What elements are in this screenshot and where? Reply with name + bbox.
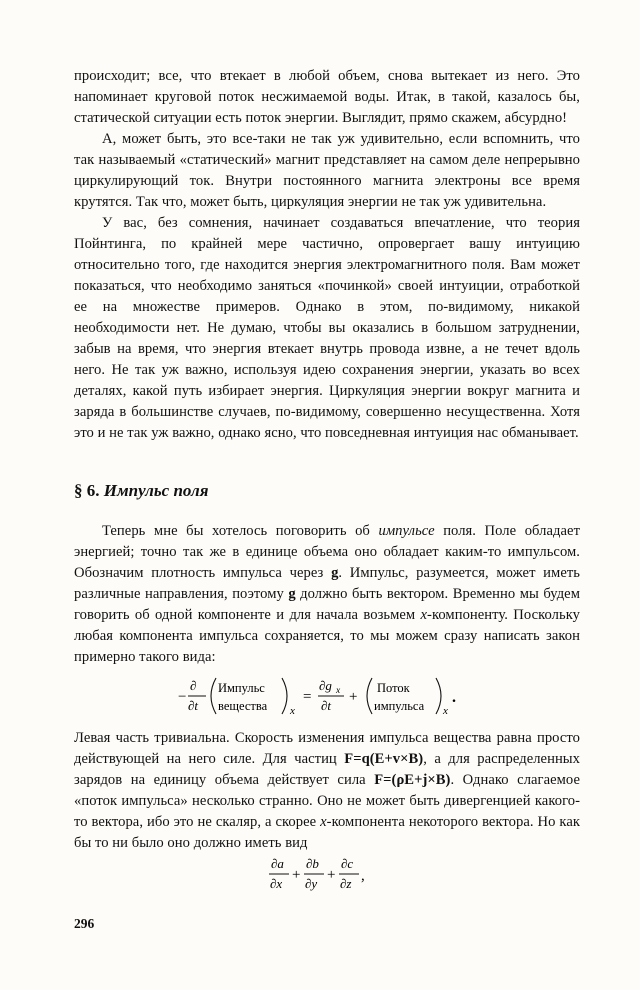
p5-text-d: -компонента некоторого вектора. Но как бы то ни было оно должно иметь вид bbox=[74, 814, 580, 851]
paragraph-4 bbox=[74, 521, 580, 668]
p4-text-e: -компоненту. Поскольку любая компонента импульса сохраняется, то мы можем сразу написать закон примерно такого вида: bbox=[74, 607, 581, 665]
p4-text-c: . Импульс, разумеется, может иметь различные направления, поэтому bbox=[74, 565, 580, 602]
p4-emphasis: импульсе bbox=[378, 523, 435, 539]
paragraph-1: происходит; все, что втекает в любой объем, снова вытекает из него. Это напоминает круговой поток несжимаемой воды. Итак, в такой, казалось бы, статической ситуации есть поток энергии. Выглядит, прямо скажем, абсурдно! bbox=[74, 68, 580, 126]
eq1-dot: . bbox=[452, 689, 456, 706]
p5-text-a: Левая часть тривиальна. Скорость изменения импульса вещества равна просто действующей на него силе. Для частиц bbox=[74, 730, 580, 767]
paragraph-2: А, может быть, это все-таки не так уж удивительно, если вспомнить, что так называемый «статический» магнит представляет на самом деле непрерывно циркулирующий ток. Внутри постоянного магнита электроны все время крутятся. Так что, может быть, циркуляция энергии не так уж удивительна. bbox=[74, 131, 580, 210]
p5-text-b: , а для распределенных зарядов на единицу объема действует сила bbox=[74, 751, 581, 788]
p4-text-d: должно быть вектором. Временно мы будем говорить об одной компоненте и для начала возьмем bbox=[74, 586, 580, 623]
eq1-paren2-line1: Поток bbox=[377, 681, 410, 695]
eq1-d-top: ∂ bbox=[190, 678, 197, 693]
eq1-paren-close-1 bbox=[282, 678, 287, 714]
eq2-term3-top: ∂c bbox=[341, 856, 354, 871]
eq1-dg-top: ∂g bbox=[319, 678, 332, 693]
eq1-paren2-line2: импульса bbox=[374, 699, 425, 713]
p5-text-c: . Однако слагаемое «поток импульса» несколько странно. Оно не может быть дивергенцией какого-то вектора, ибо это не скаляр, а скорее bbox=[74, 772, 580, 830]
paragraph-3: У вас, без сомнения, начинает создаваться впечатление, что теория Пойнтинга, по крайней мере частично, опровергает вашу интуицию относительно того, где находится энергия электромагнитного поля. Вам может показаться, что необходимо заняться «починкой» своей интуиции, отработкой ее на множестве примеров. Однако в этом, по-видимому, никакой необходимости нет. Не думаю, чтобы вы оказались в большом затруднении, забыв на время, что энергия втекает внутрь провода извне, а не течет вдоль него. Не так уж важно, используя идею сохранения энергии, указать во всех деталях, какой путь избирает энергия. Циркуляция энергии вокруг магнита и заряда в большинстве случаев, по-видимому, совершенно несущественна. Хотя это и не так уж важно, однако ясно, что повседневная интуиция нас обманывает. bbox=[74, 215, 580, 441]
eq2-term2-bottom: ∂y bbox=[305, 876, 318, 891]
page-number: 296 bbox=[74, 916, 95, 931]
eq1-dg-bottom: ∂t bbox=[321, 698, 332, 713]
section-title-text: Импульс поля bbox=[103, 481, 209, 500]
p5-lorentz-force-particle: F=q(E+v×B) bbox=[344, 751, 424, 767]
eq1-equals: = bbox=[303, 689, 312, 705]
eq1-subscript-2: x bbox=[443, 705, 448, 717]
p4-vector-g-1: g bbox=[331, 565, 339, 581]
p5-x-variable: x bbox=[320, 814, 327, 830]
eq2-comma: , bbox=[361, 868, 365, 884]
eq1-paren1-line2: вещества bbox=[218, 699, 268, 713]
p4-vector-g-2: g bbox=[288, 586, 296, 602]
p4-text-a: Теперь мне бы хотелось поговорить об bbox=[102, 523, 379, 539]
section-number: § 6. bbox=[74, 481, 100, 500]
eq1-subscript-1: x bbox=[290, 705, 295, 717]
p5-lorentz-force-density: F=(ρE+j×B) bbox=[374, 772, 451, 788]
eq2-term3-bottom: ∂z bbox=[340, 876, 352, 891]
page-body bbox=[74, 66, 580, 900]
eq1-paren-open-1 bbox=[211, 678, 216, 714]
eq2-plus-2: + bbox=[327, 867, 336, 883]
eq1-paren-close-2 bbox=[436, 678, 441, 714]
eq2-term2-top: ∂b bbox=[306, 856, 319, 871]
eq1-plus: + bbox=[349, 689, 358, 705]
paragraph-5 bbox=[74, 728, 580, 854]
eq2-term1-top: ∂a bbox=[271, 856, 284, 871]
eq2-plus-1: + bbox=[292, 867, 301, 883]
eq2-term1-bottom: ∂x bbox=[270, 876, 283, 891]
eq1-paren-open-2 bbox=[367, 678, 372, 714]
eq1-dg-top-sub: x bbox=[336, 686, 341, 696]
eq1-paren1-line1: Импульс bbox=[218, 681, 265, 695]
p4-x-variable: x bbox=[420, 607, 428, 623]
section-heading bbox=[74, 480, 580, 502]
eq1-d-bottom: ∂t bbox=[188, 698, 199, 713]
eq1-minus: − bbox=[178, 689, 187, 705]
equation-momentum-conservation bbox=[74, 674, 580, 720]
equation-divergence-form bbox=[74, 854, 580, 900]
p4-text-b: поля. Поле обладает энергией; точно так же в единице объема оно обладает каким-то импульсом. Обозначим плотность импульса через bbox=[74, 523, 580, 581]
